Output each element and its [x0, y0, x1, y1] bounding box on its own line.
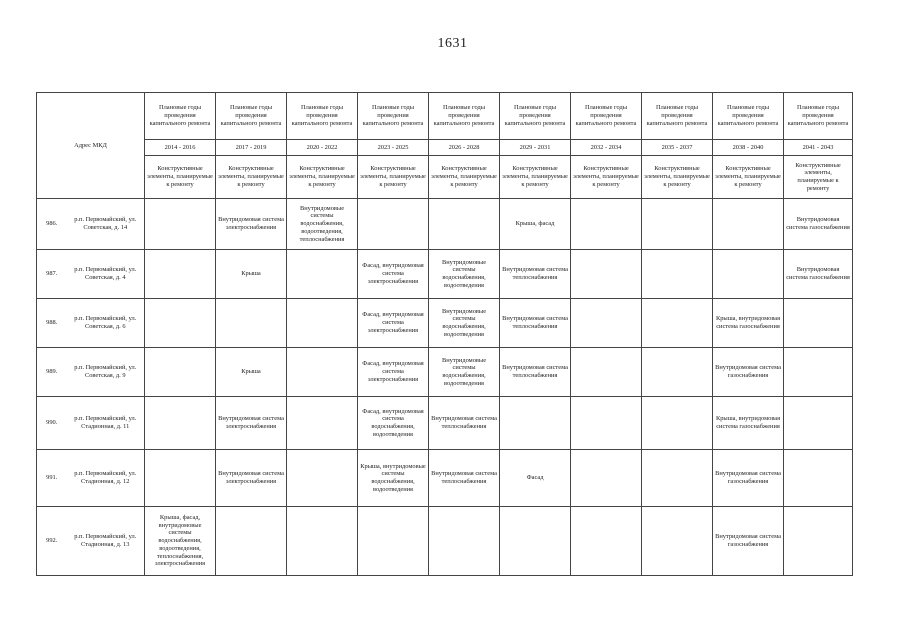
period-header: 2032 - 2034: [571, 140, 642, 156]
repair-elements-cell: [784, 348, 853, 397]
repair-elements-cell: Фасад, внутридомовая система электроснабжения: [358, 348, 429, 397]
repair-elements-cell: [216, 507, 287, 576]
repair-elements-cell: [642, 450, 713, 507]
repair-elements-cell: [145, 348, 216, 397]
repair-elements-cell: [784, 450, 853, 507]
building-address: р.п. Первомайский, ул. Советская, д. 9: [67, 348, 145, 397]
table-row: [37, 450, 853, 507]
header-row-planned-years: [37, 93, 853, 140]
repair-elements-cell: Внутридомовая система электроснабжения: [216, 397, 287, 450]
repair-elements-cell: Внутридомовая система электроснабжения: [216, 199, 287, 250]
period-header: 2041 - 2043: [784, 140, 853, 156]
repair-elements-cell: Фасад, внутридомовая система водоснабжения, водоотведения: [358, 397, 429, 450]
row-number: 991.: [37, 450, 67, 507]
repair-elements-cell: Внутридомовые системы водоснабжения, водоотведения, теплоснабжения: [287, 199, 358, 250]
repair-elements-cell: Внутридомовая система теплоснабжения: [500, 299, 571, 348]
repair-elements-cell: [145, 250, 216, 299]
planned-years-header: Плановые годы проведения капитального ремонта: [358, 93, 429, 140]
elements-header: Конструктивные элементы, планируемые к ремонту: [713, 156, 784, 199]
period-header: 2023 - 2025: [358, 140, 429, 156]
repair-elements-cell: [287, 299, 358, 348]
repair-elements-cell: [287, 348, 358, 397]
repair-elements-cell: Внутридомовые системы водоснабжения, водоотведения: [429, 299, 500, 348]
repair-elements-cell: Крыша, внутридомовая система газоснабжения: [713, 397, 784, 450]
building-address: р.п. Первомайский, ул. Стадионная, д. 12: [67, 450, 145, 507]
repair-elements-cell: [358, 199, 429, 250]
repair-elements-cell: Крыша: [216, 250, 287, 299]
planned-years-header: Плановые годы проведения капитального ремонта: [287, 93, 358, 140]
repair-elements-cell: [145, 397, 216, 450]
address-header: Адрес МКД: [37, 93, 145, 199]
repair-elements-cell: [145, 450, 216, 507]
period-header: 2017 - 2019: [216, 140, 287, 156]
repair-elements-cell: Фасад: [500, 450, 571, 507]
table-row: [37, 397, 853, 450]
elements-header: Конструктивные элементы, планируемые к ремонту: [784, 156, 853, 199]
table-row: [37, 348, 853, 397]
planned-years-header: Плановые годы проведения капитального ремонта: [713, 93, 784, 140]
repair-elements-cell: [429, 507, 500, 576]
table-row: [37, 199, 853, 250]
repair-elements-cell: [642, 250, 713, 299]
planned-years-header: Плановые годы проведения капитального ремонта: [145, 93, 216, 140]
repair-elements-cell: Крыша, фасад, внутридомовые системы водоснабжения, водоотведения, теплоснабжения, электроснабжения: [145, 507, 216, 576]
table-row: [37, 250, 853, 299]
elements-header: Конструктивные элементы, планируемые к ремонту: [571, 156, 642, 199]
building-address: р.п. Первомайский, ул. Стадионная, д. 11: [67, 397, 145, 450]
header-row-periods: [37, 140, 853, 156]
building-address: р.п. Первомайский, ул. Советская, д. 4: [67, 250, 145, 299]
repair-elements-cell: [500, 507, 571, 576]
capital-repair-table: [36, 92, 853, 576]
repair-elements-cell: Внутридомовая система теплоснабжения: [500, 250, 571, 299]
row-number: 988.: [37, 299, 67, 348]
repair-elements-cell: [713, 250, 784, 299]
period-header: 2038 - 2040: [713, 140, 784, 156]
repair-elements-cell: [784, 507, 853, 576]
elements-header: Конструктивные элементы, планируемые к ремонту: [358, 156, 429, 199]
planned-years-header: Плановые годы проведения капитального ремонта: [784, 93, 853, 140]
repair-elements-cell: Внутридомовая система электроснабжения: [216, 450, 287, 507]
repair-elements-cell: [571, 199, 642, 250]
repair-elements-cell: [642, 348, 713, 397]
repair-elements-cell: [713, 199, 784, 250]
elements-header: Конструктивные элементы, планируемые к ремонту: [500, 156, 571, 199]
repair-elements-cell: [500, 397, 571, 450]
repair-elements-cell: Внутридомовая система газоснабжения: [713, 507, 784, 576]
repair-elements-cell: [571, 299, 642, 348]
planned-years-header: Плановые годы проведения капитального ремонта: [216, 93, 287, 140]
period-header: 2026 - 2028: [429, 140, 500, 156]
repair-elements-cell: [216, 299, 287, 348]
repair-elements-cell: [287, 450, 358, 507]
repair-elements-cell: Фасад, внутридомовая система электроснабжения: [358, 299, 429, 348]
elements-header: Конструктивные элементы, планируемые к ремонту: [145, 156, 216, 199]
planned-years-header: Плановые годы проведения капитального ремонта: [642, 93, 713, 140]
repair-elements-cell: Внутридомовая система газоснабжения: [784, 199, 853, 250]
elements-header: Конструктивные элементы, планируемые к ремонту: [216, 156, 287, 199]
repair-elements-cell: Крыша, внутридомовые системы водоснабжения, водоотведения: [358, 450, 429, 507]
repair-elements-cell: Внутридомовая система теплоснабжения: [500, 348, 571, 397]
elements-header: Конструктивные элементы, планируемые к ремонту: [287, 156, 358, 199]
repair-elements-cell: [287, 507, 358, 576]
repair-elements-cell: Крыша, фасад: [500, 199, 571, 250]
row-number: 989.: [37, 348, 67, 397]
repair-elements-cell: [145, 299, 216, 348]
repair-elements-cell: Внутридомовые системы водоснабжения, водоотведения: [429, 250, 500, 299]
repair-elements-cell: [145, 199, 216, 250]
repair-elements-cell: Крыша: [216, 348, 287, 397]
row-number: 992.: [37, 507, 67, 576]
repair-elements-cell: [571, 250, 642, 299]
repair-elements-cell: [358, 507, 429, 576]
period-header: 2035 - 2037: [642, 140, 713, 156]
repair-elements-cell: [571, 507, 642, 576]
row-number: 987.: [37, 250, 67, 299]
row-number: 986.: [37, 199, 67, 250]
planned-years-header: Плановые годы проведения капитального ремонта: [500, 93, 571, 140]
period-header: 2029 - 2031: [500, 140, 571, 156]
repair-elements-cell: [571, 348, 642, 397]
repair-elements-cell: Внутридомовая система газоснабжения: [784, 250, 853, 299]
table-row: [37, 507, 853, 576]
repair-elements-cell: [571, 397, 642, 450]
repair-elements-cell: Внутридомовая система газоснабжения: [713, 348, 784, 397]
repair-elements-cell: [429, 199, 500, 250]
planned-years-header: Плановые годы проведения капитального ремонта: [429, 93, 500, 140]
elements-header: Конструктивные элементы, планируемые к ремонту: [429, 156, 500, 199]
repair-elements-cell: Внутридомовые системы водоснабжения, водоотведения: [429, 348, 500, 397]
table-row: [37, 299, 853, 348]
repair-elements-cell: Фасад, внутридомовая система электроснабжения: [358, 250, 429, 299]
repair-elements-cell: [642, 507, 713, 576]
planned-years-header: Плановые годы проведения капитального ремонта: [571, 93, 642, 140]
repair-elements-cell: [784, 299, 853, 348]
repair-elements-cell: [571, 450, 642, 507]
page-number: 1631: [437, 36, 468, 51]
repair-elements-cell: [784, 397, 853, 450]
header-row-elements: [37, 156, 853, 199]
row-number: 990.: [37, 397, 67, 450]
repair-elements-cell: [287, 397, 358, 450]
period-header: 2020 - 2022: [287, 140, 358, 156]
building-address: р.п. Первомайский, ул. Советская, д. 6: [67, 299, 145, 348]
repair-elements-cell: [642, 299, 713, 348]
building-address: р.п. Первомайский, ул. Стадионная, д. 13: [67, 507, 145, 576]
repair-elements-cell: Крыша, внутридомовая система газоснабжения: [713, 299, 784, 348]
repair-elements-cell: Внутридомовая система газоснабжения: [713, 450, 784, 507]
repair-elements-cell: Внутридомовая система теплоснабжения: [429, 450, 500, 507]
repair-elements-cell: [642, 397, 713, 450]
building-address: р.п. Первомайский, ул. Советская, д. 14: [67, 199, 145, 250]
period-header: 2014 - 2016: [145, 140, 216, 156]
elements-header: Конструктивные элементы, планируемые к ремонту: [642, 156, 713, 199]
repair-elements-cell: [287, 250, 358, 299]
repair-elements-cell: [642, 199, 713, 250]
repair-elements-cell: Внутридомовая система теплоснабжения: [429, 397, 500, 450]
